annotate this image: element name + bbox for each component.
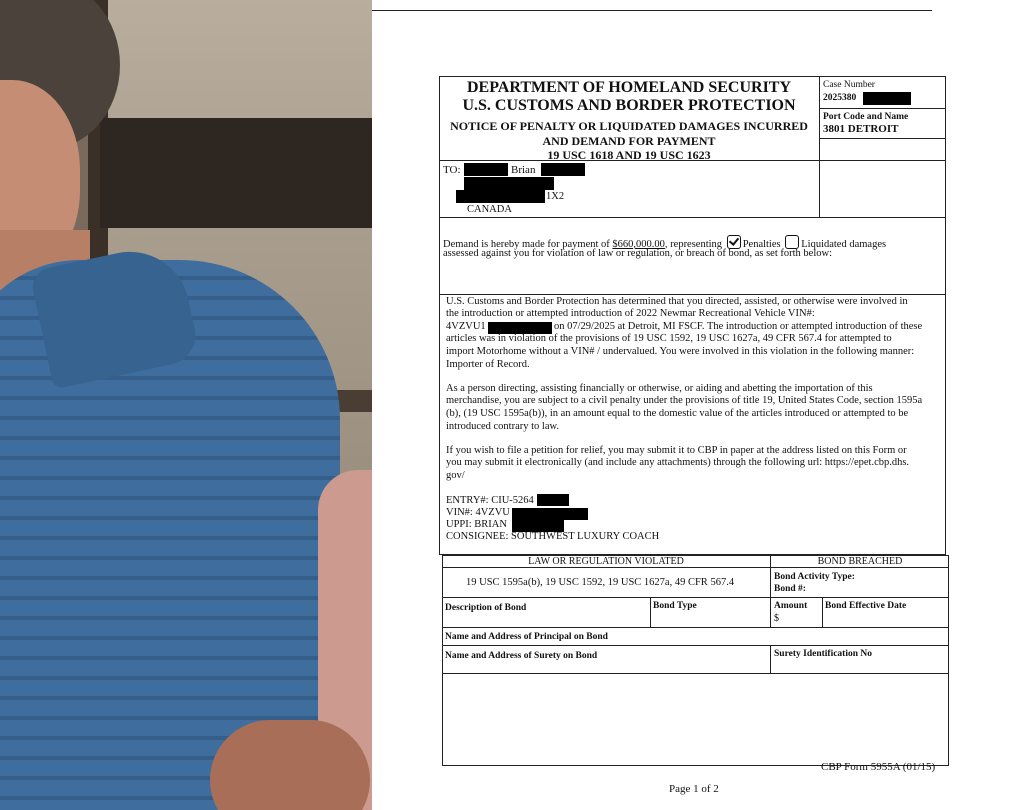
case-divider bbox=[819, 108, 946, 109]
desc-of-bond: Description of Bond bbox=[445, 603, 527, 613]
top-rule bbox=[372, 10, 932, 11]
uppi: UPPI: BRIAN bbox=[446, 519, 507, 530]
table-col-split bbox=[770, 555, 771, 627]
body-p1-l3b: on 07/29/2025 at Detroit, MI FSCF. The introduction or attempted introduction of these bbox=[554, 321, 923, 332]
penalties-label: Penalties bbox=[742, 239, 781, 250]
bond-type-split bbox=[650, 597, 651, 627]
entry-number: ENTRY#: CIU-5264 bbox=[446, 495, 534, 506]
penalties-checkbox[interactable] bbox=[727, 235, 741, 249]
demand-amount: $660,000.00 bbox=[612, 239, 665, 250]
body-p3-l3: gov/ bbox=[446, 470, 465, 481]
notice-title-line2: AND DEMAND FOR PAYMENT bbox=[542, 134, 716, 148]
body-p2-l1: As a person directing, assisting financially or otherwise, or aiding and abetting the importation of this bbox=[446, 383, 873, 394]
agency-line2: U.S. CUSTOMS AND BORDER PROTECTION bbox=[462, 97, 796, 114]
page-number: Page 1 of 2 bbox=[669, 783, 719, 795]
body-p1-l1: U.S. Customs and Border Protection has determined that you directed, assisted, or otherwise were involved in bbox=[446, 296, 908, 307]
blank-row-top bbox=[442, 673, 949, 674]
body-p3-l1: If you wish to file a petition for relief, you may submit it to CBP in paper at the address listed on this Form or bbox=[446, 445, 907, 456]
notice-title-line3: 19 USC 1618 AND 19 USC 1623 bbox=[547, 148, 711, 162]
redaction-entry bbox=[537, 494, 569, 506]
bond-activity-type: Bond Activity Type: bbox=[774, 572, 855, 582]
body-p1-l4: articles was in violation of the provisions of 19 USC 1592, 19 USC 1627a, 49 CFR 567.4 for attempted to bbox=[446, 333, 892, 344]
port-value: 3801 DETROIT bbox=[823, 123, 899, 135]
photo-of-person bbox=[0, 0, 372, 810]
body-p1-l2: the introduction or attempted introduction of 2022 Newmar Recreational Vehicle VIN#: bbox=[446, 308, 815, 319]
body-p1-l3a: 4VZVU1 bbox=[446, 321, 486, 332]
bond-amount: Amount bbox=[774, 601, 808, 611]
to-postal-suffix: 1X2 bbox=[546, 191, 565, 202]
dark-shelf bbox=[100, 118, 372, 228]
port-label: Port Code and Name bbox=[823, 112, 909, 122]
case-number-value: 2025380 bbox=[823, 93, 857, 103]
bond-header: BOND BREACHED bbox=[817, 556, 903, 567]
port-divider bbox=[819, 138, 946, 139]
form-number: CBP Form 5955A (01/15) bbox=[821, 761, 936, 773]
body-p2-l3: (b), (19 USC 1595a(b)), in an amount equal to the domestic value of the articles introduced or attempted to be bbox=[446, 408, 909, 419]
law-value: 19 USC 1595a(b), 19 USC 1592, 19 USC 1627a, 49 CFR 567.4 bbox=[466, 577, 735, 588]
penalty-notice-document bbox=[372, 0, 1012, 810]
arm bbox=[210, 720, 370, 810]
redaction-address-1 bbox=[464, 177, 554, 190]
demand-line2: assessed against you for violation of law or regulation, or breach of bond, as set forth below: bbox=[443, 248, 832, 259]
bond-number: Bond #: bbox=[774, 584, 806, 594]
redaction-to-1 bbox=[464, 163, 508, 176]
surety-row-top bbox=[442, 645, 949, 646]
body-p2-l4: introduced contrary to law. bbox=[446, 421, 560, 432]
to-country: CANADA bbox=[467, 204, 512, 215]
body-p1-l6: Importer of Record. bbox=[446, 359, 530, 370]
redaction-uppi bbox=[512, 518, 564, 532]
liquidated-checkbox[interactable] bbox=[785, 235, 799, 249]
surety-on-bond: Name and Address of Surety on Bond bbox=[445, 651, 598, 661]
to-name: Brian bbox=[511, 164, 536, 176]
redaction-to-2 bbox=[541, 163, 585, 176]
principal-on-bond: Name and Address of Principal on Bond bbox=[445, 632, 608, 642]
law-header: LAW OR REGULATION VIOLATED bbox=[528, 556, 684, 567]
case-number-label: Case Number bbox=[823, 80, 875, 90]
bond-date-split bbox=[822, 597, 823, 627]
agency-line1: DEPARTMENT OF HOMELAND SECURITY bbox=[466, 79, 792, 96]
redaction-case bbox=[863, 92, 911, 105]
demand-representing: , representing bbox=[664, 239, 723, 250]
consignee: CONSIGNEE: SOUTHWEST LUXURY COACH bbox=[446, 531, 660, 542]
bond-effective-date: Bond Effective Date bbox=[825, 601, 907, 611]
liquidated-label: Liquidated damages bbox=[801, 239, 887, 250]
vin-number: VIN#: 4VZVU bbox=[446, 507, 510, 518]
bond-type: Bond Type bbox=[653, 601, 697, 611]
body-p1-l5: import Motorhome without a VIN# / undervalued. You were involved in this violation in the following manner: bbox=[446, 346, 915, 357]
redaction-address-2 bbox=[456, 190, 545, 203]
bond-row-top bbox=[442, 597, 949, 598]
surety-id: Surety Identification No bbox=[774, 649, 872, 659]
surety-split bbox=[770, 645, 771, 673]
body-p3-l2: you may submit it electronically (and include any attachments) through the following url: https://epet.cbp.dhs. bbox=[446, 457, 910, 468]
notice-title-line1: NOTICE OF PENALTY OR LIQUIDATED DAMAGES INCURRED bbox=[450, 119, 808, 133]
principal-row-top bbox=[442, 627, 949, 628]
body-p2-l2: merchandise, you are subject to a civil penalty under the provisions of title 19, United States Code, section 1595a bbox=[446, 395, 923, 406]
to-label: TO: bbox=[443, 164, 461, 176]
bond-amount-symbol: $ bbox=[774, 613, 779, 624]
demand-text: Demand is hereby made for payment of bbox=[443, 239, 610, 250]
